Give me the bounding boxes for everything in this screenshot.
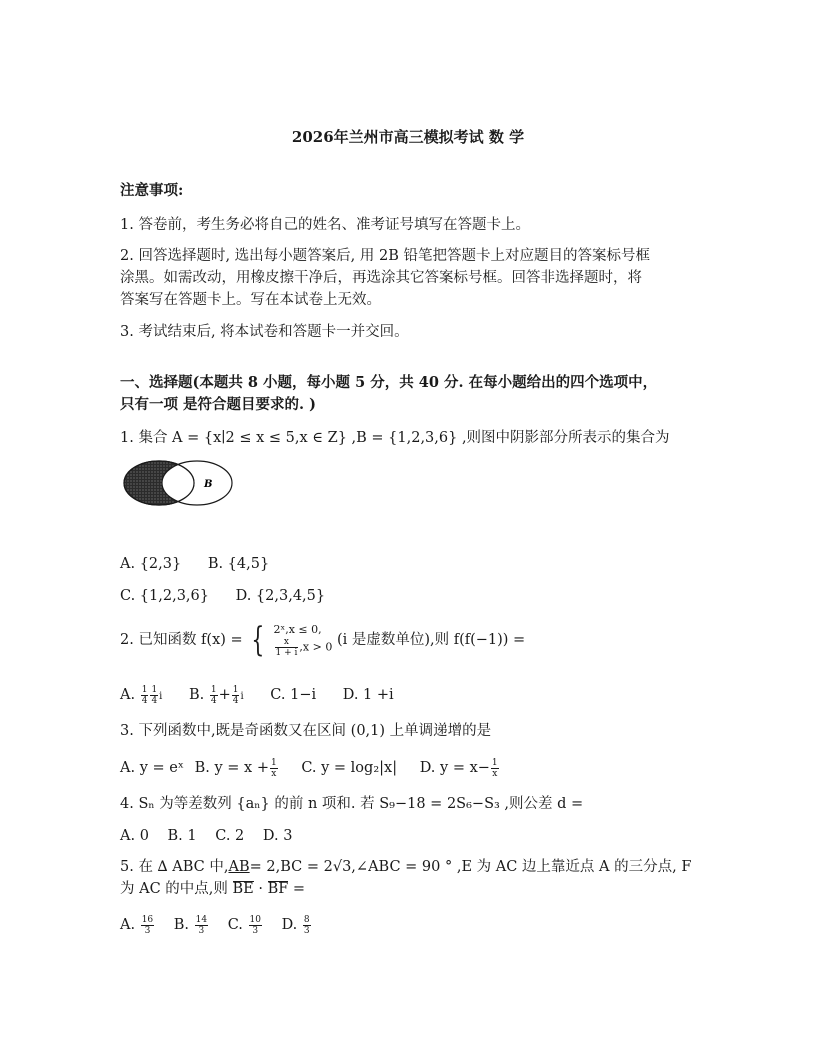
q3-option-a: A. y = eˣ: [120, 760, 184, 776]
q1-option-c: C. {1,2,3,6}: [120, 588, 209, 604]
q1-option-a: A. {2,3}: [120, 556, 182, 572]
q3-option-c: C. y = log₂|x|: [301, 760, 398, 776]
q4-stem: 4. Sₙ 为等差数列 {aₙ} 的前 n 项和. 若 S₉−18 = 2S₆−S₃ ,则公差 d =: [120, 796, 584, 812]
notice-heading: 注意事项:: [120, 182, 184, 199]
q5-stem-line-2: 为 AC 的中点,则 BE · BF =: [120, 881, 306, 897]
notice-item-2-line-2: 涂黑。如需改动，用橡皮擦干净后，再选涂其它答案标号框。回答非选择题时，将: [120, 270, 642, 286]
vector-bf: BF: [267, 881, 289, 897]
q5-option-d: D. $\frac{8}{3}$: [281, 914, 310, 936]
q1-options-row-2: [120, 587, 347, 605]
q4-option-d: D. 3: [262, 828, 293, 844]
section-heading-line-2: 只有一项 是符合题目要求的. ): [120, 396, 317, 413]
q3-stem: 3. 下列函数中,既是奇函数又在区间 (0,1) 上单调递增的是: [120, 723, 492, 739]
venn-diagram: [118, 456, 238, 512]
q3-option-b: B. y = x + $\frac{1}{x}$: [194, 757, 277, 779]
q2-prefix: 2. 已知函数 f(x) =: [120, 632, 243, 648]
q1-options-row-1: [120, 555, 291, 573]
piecewise-cases: [274, 623, 333, 658]
page-title: 2026年兰州市高三模拟考试 数 学: [291, 128, 525, 146]
q5-option-b: B. $\frac{14}{3}$: [173, 914, 208, 936]
q2-option-c: C. 1−i: [270, 687, 317, 703]
q2-option-d: D. 1 +i: [342, 687, 394, 703]
q5-option-c: C. $\frac{10}{3}$: [227, 914, 261, 936]
notice-item-2-line-3: 答案写在答题卡上。写在本试卷上无效。: [120, 292, 381, 308]
section-heading-line-1: 一、选择题(本题共 8 小题，每小题 5 分，共 40 分. 在每小题给出的四个选项中，: [120, 374, 658, 391]
q2-case-1: 2ˣ,x ≤ 0,: [273, 622, 322, 636]
q4-option-a: A. 0: [120, 828, 149, 844]
notice-item-3: 3. 考试结束后, 将本试卷和答题卡一并交回。: [120, 324, 409, 340]
q5-stem-line-1: 5. 在 ∆ ABC 中,AB= 2,BC = 2√3,∠ABC = 90 ° ,E 为 AC 边上靠近点 A 的三分点, F: [120, 859, 692, 875]
q4-option-c: C. 2: [215, 828, 245, 844]
q2-suffix: (i 是虚数单位),则 f(f(−1)) =: [336, 632, 526, 648]
q2-case-2: $\frac{x}{1 + i}$ ,x > 0: [275, 636, 333, 658]
q1-option-b: B. {4,5}: [207, 556, 270, 572]
q3-option-d: D. y = x− $\frac{1}{x}$: [419, 757, 498, 779]
q5-option-a: A. $\frac{16}{3}$: [120, 914, 154, 936]
q1-stem: 1. 集合 A = {x∣2 ≤ x ≤ 5,x ∈ Z} ,B = {1,2,3,6} ,则图中阴影部分所表示的集合为: [120, 430, 670, 446]
vector-be: BE: [232, 881, 254, 897]
q1-option-d: D. {2,3,4,5}: [235, 588, 326, 604]
notice-item-1: 1. 答卷前，考生务必将自己的姓名、准考证号填写在答题卡上。: [120, 217, 530, 233]
q2-option-b: B. $\frac{1}{4}$ + $\frac{1}{4}$ i: [188, 684, 244, 706]
q3-options: [120, 757, 522, 779]
piecewise-brace: {: [251, 620, 265, 660]
q2-stem: [120, 620, 525, 660]
q5-options: [120, 913, 334, 937]
venn-label-b: B: [204, 479, 213, 490]
q4-option-b: B. 1: [167, 828, 197, 844]
q2-options: [120, 684, 416, 708]
notice-item-2-line-1: 2. 回答选择题时, 选出每小题答案后, 用 2B 铅笔把答题卡上对应题目的答案标号框: [120, 248, 650, 264]
q2-option-a: A. $\frac{1}{4}$ $\frac{1}{4}$ i: [120, 684, 163, 706]
q4-options: [120, 827, 314, 845]
